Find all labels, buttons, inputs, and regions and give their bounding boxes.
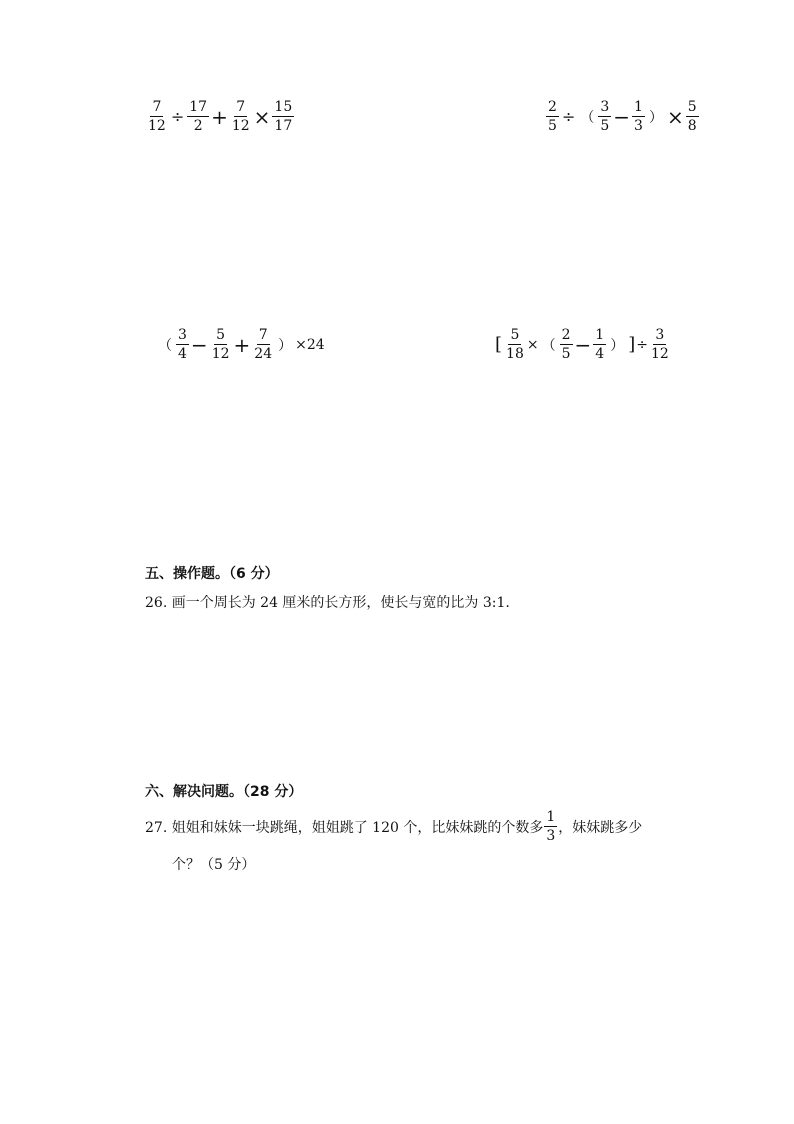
minus-operator: −: [190, 332, 208, 357]
fraction: $\frac{3}{4}$: [178, 327, 187, 362]
expression-2: [545, 99, 700, 134]
divide-operator: ÷: [561, 107, 576, 126]
plus-operator: +: [211, 104, 228, 129]
multiply-operator: ×: [526, 336, 539, 353]
left-paren: （: [158, 337, 172, 354]
fraction: $\frac{1}{3}$: [546, 809, 556, 844]
fraction: $\frac{2}{5}$: [561, 327, 571, 362]
minus-operator: −: [613, 104, 631, 129]
section-6-heading: 六、解决问题。（28 分）: [145, 784, 303, 800]
left-paren: （: [580, 109, 595, 126]
question-27-text-after: ，妹妹跳多少: [558, 819, 643, 836]
fraction: $\frac{15}{17}$: [274, 99, 293, 134]
plus-operator: +: [233, 332, 251, 357]
section-5-heading: 五、操作题。（6 分）: [145, 566, 279, 582]
fraction: $\frac{7}{12}$: [148, 99, 166, 134]
right-paren: ）: [610, 337, 625, 354]
divide-operator: ÷: [170, 107, 185, 126]
question-27-text-before: 27. 姐姐和妹妹一块跳绳，姐姐跳了 120 个，比妹妹跳的个数多: [145, 819, 544, 836]
left-paren: （: [541, 337, 556, 354]
question-27: [145, 809, 642, 844]
fraction: $\frac{1}{3}$: [634, 99, 643, 134]
right-bracket: ]: [628, 334, 636, 355]
divide-operator: ÷: [636, 336, 648, 353]
fraction: $\frac{5}{12}$: [211, 327, 230, 362]
fraction: $\frac{5}{8}$: [687, 99, 697, 134]
fraction: $\frac{5}{18}$: [506, 327, 524, 362]
right-paren: ）: [278, 337, 293, 354]
fraction: $\frac{2}{5}$: [548, 99, 557, 134]
left-bracket: [: [495, 334, 503, 355]
expression-3: [155, 327, 325, 362]
fraction: $\frac{7}{12}$: [231, 99, 250, 134]
times-24: ×24: [295, 336, 325, 353]
expression-1: [145, 99, 295, 134]
fraction: $\frac{17}{2}$: [189, 99, 208, 134]
multiply-operator: ×: [253, 104, 271, 129]
expression-4: [494, 327, 672, 362]
fraction: $\frac{3}{12}$: [650, 327, 669, 362]
question-26: 26. 画一个周长为 24 厘米的长方形，使长与宽的比为 3:1.: [145, 595, 510, 611]
multiply-operator: ×: [666, 104, 684, 129]
fraction: $\frac{1}{4}$: [595, 327, 605, 362]
right-paren: ）: [648, 109, 663, 126]
minus-operator: −: [574, 332, 592, 357]
fraction: $\frac{7}{24}$: [254, 327, 273, 362]
question-27-line-2: 个？（5 分）: [172, 857, 256, 873]
fraction: $\frac{3}{5}$: [600, 99, 610, 134]
